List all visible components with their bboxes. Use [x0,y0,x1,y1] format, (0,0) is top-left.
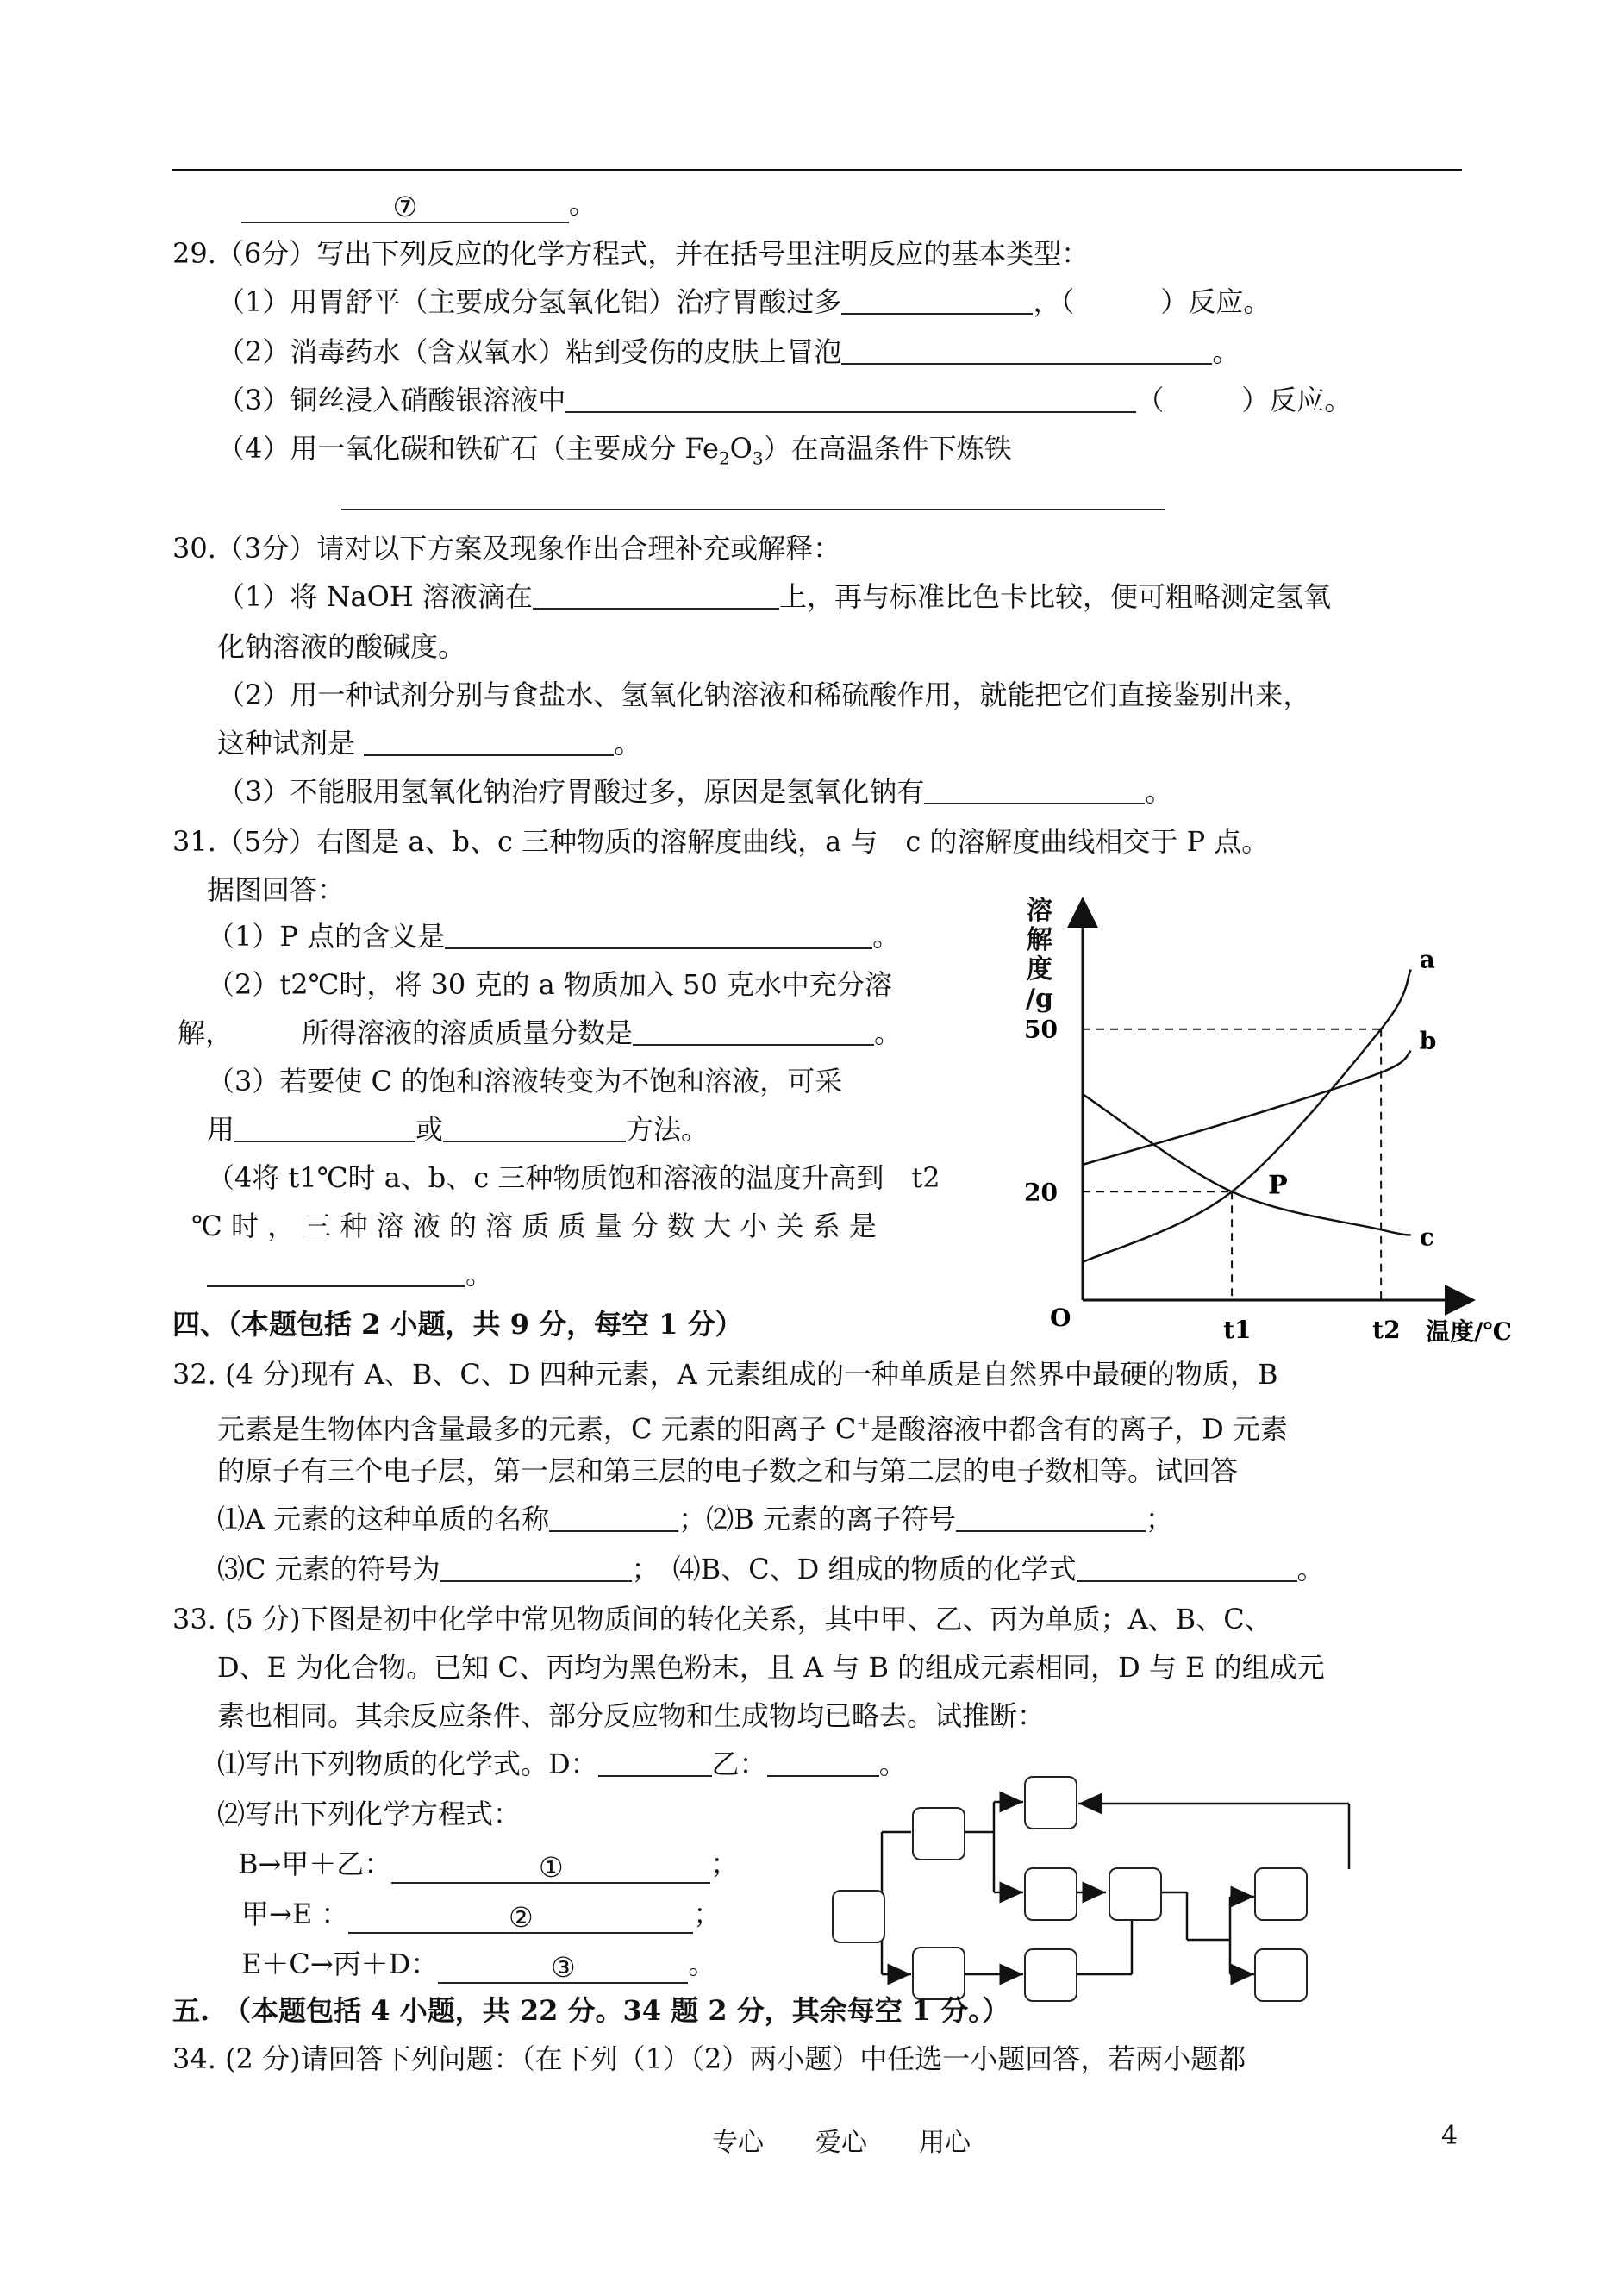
ylabel-char: /g [1026,984,1053,1014]
answer-blank[interactable] [598,1749,712,1777]
item-text: （4）用一氧化碳和铁矿石（主要成分 Fe [217,432,719,465]
answer-blank[interactable] [438,1953,688,1984]
item-text: ，（ [1033,285,1075,318]
item-text: 。 [688,1948,716,1980]
subscript: 2 [718,447,730,469]
q33-line-1: 33. (5 分)下图是初中化学中常见物质间的转化关系，其中甲、乙、丙为单质；A、B、C、 [172,1603,1272,1635]
answer-blank[interactable] [348,1903,693,1934]
q30-item-2: （2）用一种试剂分别与食盐水、氢氧化钠溶液和稀硫酸作用，就能把它们直接鉴别出来， [217,678,1311,711]
item-text: ；⑵B 元素的离子符号 [678,1503,956,1535]
answer-blank[interactable] [533,582,779,610]
superscript: + [856,1412,871,1433]
subscript: 3 [752,447,764,469]
chart-ylabel [1022,897,1057,1014]
q32-line-1: 32. (4 分)现有 A、B、C、D 四种元素，A 元素组成的一种单质是自然界中最硬的物质，B [172,1358,1278,1391]
item-text: 甲→E ： [241,1898,349,1930]
page-number: 4 [1441,2121,1458,2151]
item-text: 是酸溶液中都含有的离子，D 元素 [871,1412,1288,1446]
answer-blank[interactable] [391,1853,710,1884]
q31-item-4-end [207,1257,493,1291]
item-text: ⑴A 元素的这种单质的名称 [217,1503,550,1535]
header-rule [172,169,1462,171]
diagram-box [1254,1867,1308,1921]
solubility-chart [991,888,1512,1354]
answer-blank[interactable] [341,509,1165,510]
item-text: 或 [415,1113,444,1146]
q30-item-3 [217,774,1172,809]
item-text: 。 [465,1258,494,1291]
answer-blank[interactable] [207,1260,465,1287]
q33-eq-1 [238,1847,738,1884]
diagram-box [1024,1867,1077,1921]
q34-line-1: 34. (2 分)请回答下列问题：（在下列（1）（2）两小题）中任选一小题回答，若两小题都 [172,2042,1246,2075]
q33-eq-3 [241,1947,715,1984]
curve-b [1083,1051,1411,1165]
item-text: 。 [1296,1553,1325,1585]
item-text: （1）将 NaOH 溶液滴在 [217,580,533,613]
q33-line-4 [217,1747,907,1781]
x-axis-label: 温度/℃ [1426,1317,1512,1346]
ylabel-char: 解 [1027,925,1052,955]
item-text: ； ⑷B、C、D 组成的物质的化学式 [631,1553,1077,1585]
item-text: ； [693,1898,721,1930]
diagram-box [912,1807,965,1860]
q29-item-2 [217,335,1240,369]
item-text: 。 [874,1016,903,1049]
answer-blank[interactable] [841,337,1212,365]
diagram-box [1254,1948,1308,2002]
q31-item-3: （3）若要使 C 的饱和溶液转变为不饱和溶液，可采 [207,1065,843,1097]
item-text: 。 [1145,775,1173,808]
q30-item-1-cont: 化钠溶液的酸碱度。 [217,630,466,663]
diagram-box [1024,1776,1077,1829]
footer-motto: 专心 爱心 用心 [712,2128,971,2158]
item-text: （2）消毒药水（含双氧水）粘到受伤的皮肤上冒泡 [217,335,842,368]
curve-label-c: c [1419,1223,1434,1252]
q30-item-1 [217,579,1331,614]
diagram-box [832,1890,885,1943]
answer-blank[interactable] [364,729,614,756]
q31-item-3-cont [207,1112,709,1147]
q33-line-5: ⑵写出下列化学方程式： [217,1798,522,1830]
q33-line-2: D、E 为化合物。已知 C、丙均为黑色粉末，且 A 与 B 的组成元素相同，D 与 E 的组成元 [217,1651,1325,1684]
q31-item-4: （4将 t1℃时 a、b、c 三种物质饱和溶液的温度升高到 t2 [207,1161,940,1194]
item-text: ⑴写出下列物质的化学式。D： [217,1748,598,1780]
answer-blank[interactable] [924,777,1145,804]
ylabel-char: 度 [1027,954,1052,985]
y-tick-20: 20 [1024,1178,1058,1207]
item-text: 。 [1212,335,1240,368]
q30-title: 30.（3分）请对以下方案及现象作出合理补充或解释： [172,532,841,565]
item-text: 这种试剂是 [217,727,356,760]
q30-item-2-cont [217,726,641,760]
item-text: 乙： [711,1748,767,1780]
q31-sub: 据图回答： [207,873,346,906]
item-text: ⑶C 元素的符号为 [217,1553,440,1585]
curve-label-b: b [1419,1026,1437,1055]
item-text: （3）不能服用氢氧化钠治疗胃酸过多，原因是氢氧化钠有 [217,775,925,808]
item-text: B→甲＋乙： [238,1848,392,1880]
item-text: ； [710,1848,739,1880]
item-text: ； [1146,1503,1174,1535]
diagram-box [1109,1867,1162,1921]
item-text: 。 [872,920,901,953]
q29-item-4 [217,431,1012,475]
diagram-box [912,1947,965,2000]
answer-blank[interactable] [443,1115,626,1142]
answer-blank[interactable] [445,922,872,949]
item-text: 上，再与标准比色卡比较，便可粗略测定氢氧 [778,580,1331,613]
item-text: ）在高温条件下炼铁 [763,432,1012,465]
q29-item-3 [217,383,1352,417]
item-text: ）反应。 [1160,285,1271,318]
section-5-title: 五. （本题包括 4 小题，共 22 分。34 题 2 分，其余每空 1 分。） [172,1994,1010,2027]
q31-item-1 [207,919,900,954]
answer-blank[interactable] [549,1504,678,1532]
curve-c [1083,1094,1411,1235]
item-text: O [729,432,753,465]
answer-blank[interactable] [234,1115,415,1142]
item-text: 方法。 [626,1113,709,1146]
q32-line-4 [217,1502,1173,1536]
q31-title: 31.（5分）右图是 a、b、c 三种物质的溶解度曲线，a 与 c 的溶解度曲线相交于 P 点。 [172,825,1270,858]
answer-blank[interactable] [841,287,1033,315]
circle-1: ① [539,1851,564,1884]
item-text: 用 [207,1113,235,1146]
item-text: （3）铜丝浸入硝酸银溶液中 [217,384,566,416]
answer-blank[interactable] [1077,1554,1297,1582]
item-text: 。 [614,727,642,760]
section-4-title: 四、（本题包括 2 小题，共 9 分，每空 1 分） [172,1308,743,1341]
answer-blank[interactable] [633,1018,874,1046]
answer-blank[interactable] [767,1749,879,1777]
answer-blank[interactable] [956,1504,1146,1532]
y-tick-50: 50 [1024,1015,1058,1044]
item-text: （1）用胃舒平（主要成分氢氧化铝）治疗胃酸过多 [217,285,842,318]
blank-7[interactable] [241,192,569,223]
origin-label: O [1050,1304,1071,1332]
q32-line-5 [217,1552,1325,1586]
ylabel-char: 溶 [1027,896,1052,926]
circle-3: ③ [550,1951,576,1984]
item-text: （1）P 点的含义是 [207,920,446,953]
point-p-label: P [1268,1170,1288,1201]
circle-7: ⑦ [392,191,418,223]
q28-tail [241,186,597,223]
curve-label-a: a [1419,945,1435,974]
q31-item-2: （2）t2℃时，将 30 克的 a 物质加入 50 克水中充分溶 [207,968,892,1001]
q31-item-2-cont [178,1016,902,1050]
item-text: （ [1136,384,1165,416]
answer-blank[interactable] [440,1554,632,1582]
q33-eq-2 [241,1897,721,1934]
item-text: E＋C→丙＋D： [241,1948,439,1980]
q32-line-2 [217,1405,1288,1447]
diagram-box [1024,1948,1077,2002]
q33-line-3: 素也相同。其余反应条件、部分反应物和生成物均已略去。试推断： [217,1699,1046,1732]
q29-item-1 [217,285,1271,319]
item-text: ）反应。 [1241,384,1352,416]
item-text: 解， 所得溶液的溶质质量分数是 [178,1016,634,1049]
x-tick-t1: t1 [1223,1316,1252,1344]
punct: 。 [569,187,597,220]
answer-blank[interactable] [565,385,1136,413]
q29-title: 29.（6分）写出下列反应的化学方程式，并在括号里注明反应的基本类型： [172,237,1090,270]
q31-item-4-cont: ℃ 时 ， 三 种 溶 液 的 溶 质 质 量 分 数 大 小 关 系 是 [191,1210,877,1242]
item-text: 。 [878,1748,907,1780]
item-text: 元素是生物体内含量最多的元素，C 元素的阳离子 C [217,1412,857,1446]
q32-line-3: 的原子有三个电子层，第一层和第三层的电子数之和与第二层的电子数相等。试回答 [217,1454,1239,1487]
x-tick-t2: t2 [1372,1316,1401,1344]
circle-2: ② [509,1901,534,1934]
